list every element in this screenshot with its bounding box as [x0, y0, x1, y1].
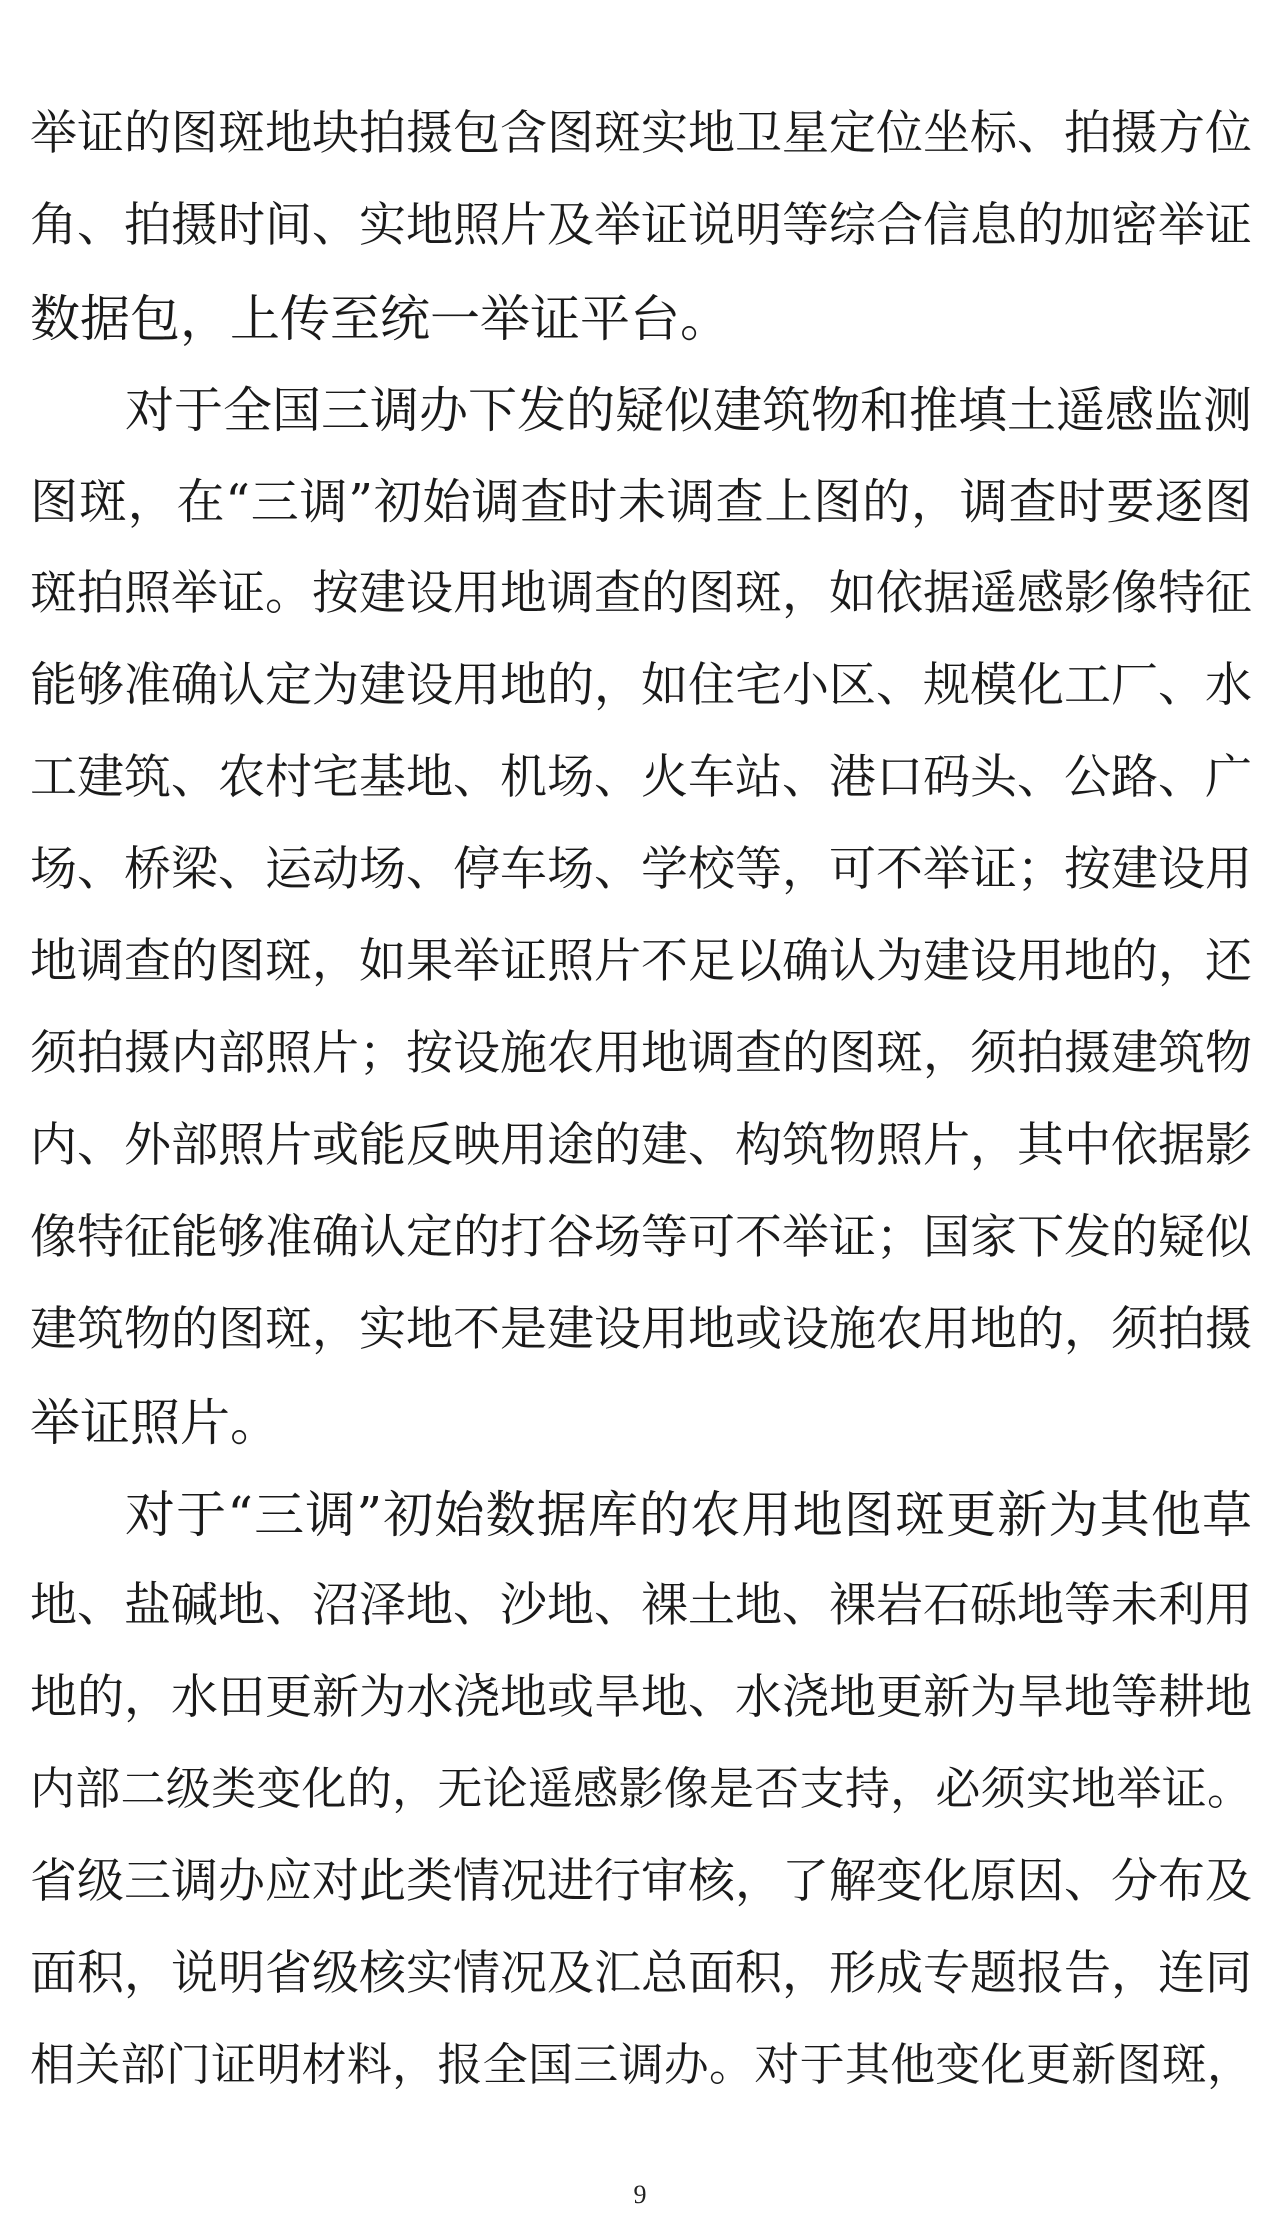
paragraph-3 — [30, 1486, 1252, 2134]
text-line: 建筑物的图斑，实地不是建设用地或设施农用地的，须拍摄 — [30, 1302, 1252, 1357]
text-line: 内部二级类变化的，无论遥感影像是否支持，必须实地举证。 — [30, 1762, 1252, 1815]
text-line: 地、盐碱地、沼泽地、沙地、裸土地、裸岩石砾地等未利用 — [30, 1578, 1252, 1633]
text-line: 举证的图斑地块拍摄包含图斑实地卫星定位坐标、拍摄方位 — [30, 106, 1252, 161]
page-number: 9 — [633, 2180, 647, 2209]
text-line: 数据包，上传至统一举证平台。 — [30, 290, 730, 348]
paragraph-1 — [30, 106, 1252, 386]
text-line: 相关部门证明材料，报全国三调办。对于其他变化更新图斑， — [30, 2038, 1252, 2091]
text-line: 角、拍摄时间、实地照片及举证说明等综合信息的加密举证 — [30, 198, 1252, 253]
text-line: 对于全国三调办下发的疑似建筑物和推填土遥感监测 — [125, 382, 1253, 439]
text-line: 内、外部照片或能反映用途的建、构筑物照片，其中依据影 — [30, 1118, 1252, 1173]
document-body — [30, 106, 1253, 2134]
text-line: 举证照片。 — [30, 1394, 280, 1452]
text-line: 省级三调办应对此类情况进行审核，了解变化原因、分布及 — [30, 1854, 1252, 1909]
text-line: 对于“三调”初始数据库的农用地图斑更新为其他草 — [125, 1486, 1252, 1544]
text-line: 工建筑、农村宅基地、机场、火车站、港口码头、公路、广 — [30, 750, 1252, 805]
text-line: 像特征能够准确认定的打谷场等可不举证；国家下发的疑似 — [30, 1210, 1252, 1265]
text-line: 地调查的图斑，如果举证照片不足以确认为建设用地的，还 — [30, 934, 1252, 989]
text-line: 面积，说明省级核实情况及汇总面积，形成专题报告，连同 — [30, 1946, 1252, 2001]
text-line: 地的，水田更新为水浇地或旱地、水浇地更新为旱地等耕地 — [30, 1670, 1252, 1725]
text-line: 能够准确认定为建设用地的，如住宅小区、规模化工厂、水 — [30, 658, 1252, 713]
text-line: 图斑，在“三调”初始调查时未调查上图的，调查时要逐图 — [30, 474, 1252, 530]
paragraph-2 — [30, 382, 1253, 1490]
text-line: 须拍摄内部照片；按设施农用地调查的图斑，须拍摄建筑物 — [30, 1026, 1252, 1081]
text-line: 斑拍照举证。按建设用地调查的图斑，如依据遥感影像特征 — [30, 566, 1252, 621]
text-line: 场、桥梁、运动场、停车场、学校等，可不举证；按建设用 — [30, 842, 1252, 897]
